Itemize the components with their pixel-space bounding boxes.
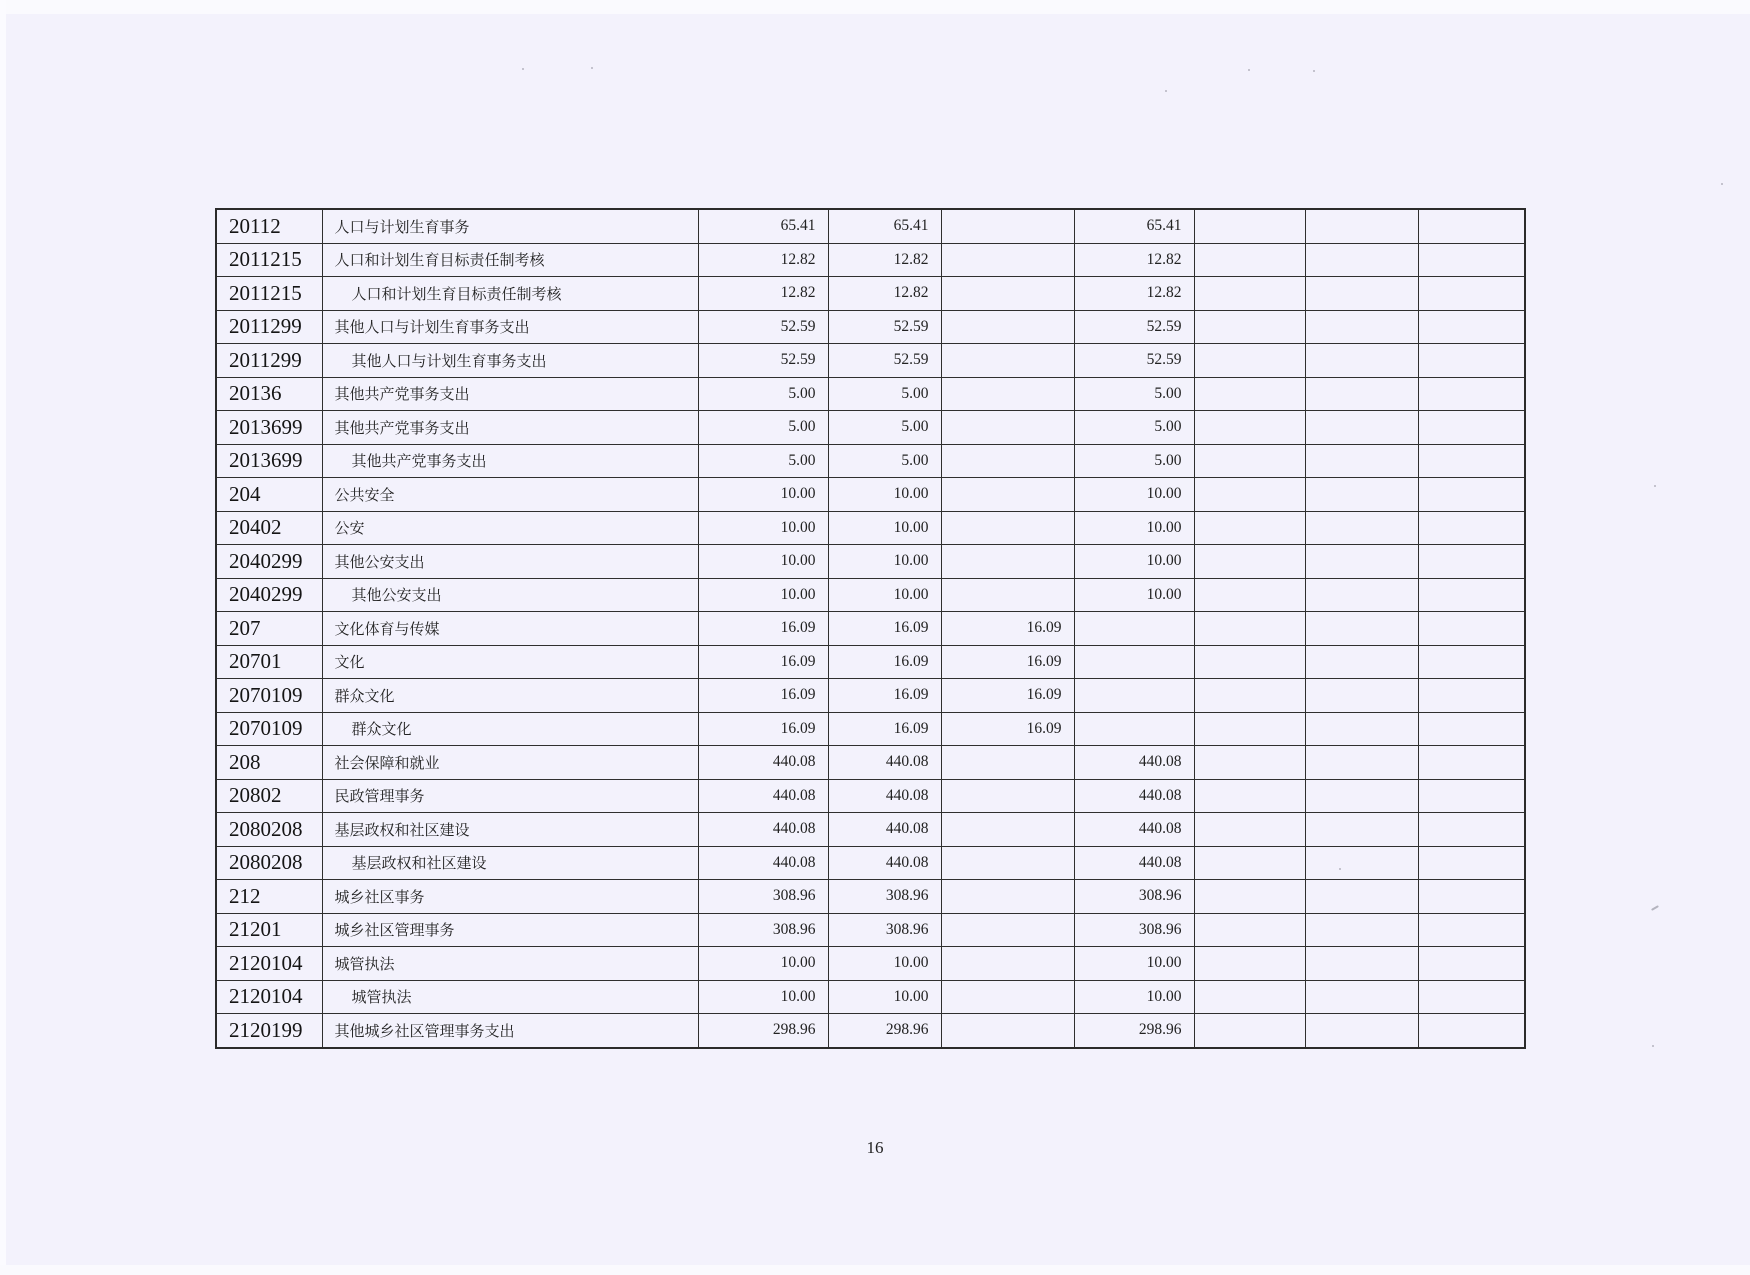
amount-cell — [1305, 980, 1418, 1014]
amount-cell — [1194, 277, 1305, 311]
amount-cell — [1305, 310, 1418, 344]
amount-cell — [1194, 712, 1305, 746]
item-name-cell: 其他公安支出 — [322, 545, 698, 579]
amount-cell — [1194, 947, 1305, 981]
amount-cell — [1305, 712, 1418, 746]
amount-cell: 16.09 — [698, 679, 828, 713]
amount-cell: 440.08 — [828, 846, 941, 880]
item-name-cell: 社会保障和就业 — [322, 746, 698, 780]
amount-cell — [941, 813, 1074, 847]
amount-cell — [1194, 377, 1305, 411]
amount-cell — [1305, 880, 1418, 914]
amount-cell — [1418, 645, 1525, 679]
amount-cell — [941, 411, 1074, 445]
amount-cell — [941, 209, 1074, 243]
item-name-cell: 文化 — [322, 645, 698, 679]
table-row — [216, 377, 1525, 411]
amount-cell — [1305, 813, 1418, 847]
amount-cell: 10.00 — [698, 511, 828, 545]
code-cell: 212 — [216, 880, 322, 914]
amount-cell: 308.96 — [828, 913, 941, 947]
amount-cell — [941, 243, 1074, 277]
scan-speck — [1165, 90, 1167, 92]
amount-cell — [1305, 411, 1418, 445]
item-name-cell: 基层政权和社区建设 — [322, 813, 698, 847]
amount-cell: 440.08 — [828, 813, 941, 847]
amount-cell — [1418, 612, 1525, 646]
table-row — [216, 679, 1525, 713]
amount-cell — [1074, 712, 1194, 746]
amount-cell: 52.59 — [698, 310, 828, 344]
item-name-cell: 其他共产党事务支出 — [322, 377, 698, 411]
amount-cell — [1418, 411, 1525, 445]
amount-cell — [941, 779, 1074, 813]
table-row — [216, 444, 1525, 478]
amount-cell — [1305, 545, 1418, 579]
amount-cell: 5.00 — [1074, 444, 1194, 478]
amount-cell — [1418, 712, 1525, 746]
amount-cell: 12.82 — [828, 277, 941, 311]
amount-cell: 10.00 — [698, 947, 828, 981]
amount-cell: 5.00 — [828, 411, 941, 445]
amount-cell — [1305, 679, 1418, 713]
amount-cell — [1074, 612, 1194, 646]
amount-cell: 308.96 — [828, 880, 941, 914]
item-name-cell: 城管执法 — [322, 980, 698, 1014]
amount-cell — [1418, 344, 1525, 378]
scan-speck — [591, 67, 593, 69]
table-row — [216, 813, 1525, 847]
table-row — [216, 746, 1525, 780]
table-row — [216, 712, 1525, 746]
amount-cell — [1305, 947, 1418, 981]
scan-speck — [1721, 183, 1723, 185]
code-cell: 20701 — [216, 645, 322, 679]
amount-cell — [1418, 813, 1525, 847]
amount-cell: 440.08 — [828, 779, 941, 813]
amount-cell: 52.59 — [828, 344, 941, 378]
item-name-cell: 其他共产党事务支出 — [322, 444, 698, 478]
amount-cell: 308.96 — [1074, 913, 1194, 947]
amount-cell — [1194, 444, 1305, 478]
amount-cell — [1418, 545, 1525, 579]
amount-cell: 10.00 — [828, 478, 941, 512]
amount-cell: 440.08 — [1074, 813, 1194, 847]
amount-cell: 10.00 — [828, 980, 941, 1014]
table-row — [216, 645, 1525, 679]
item-name-cell: 公安 — [322, 511, 698, 545]
amount-cell — [1194, 779, 1305, 813]
amount-cell — [1305, 846, 1418, 880]
table-row — [216, 612, 1525, 646]
amount-cell — [1305, 578, 1418, 612]
item-name-cell: 群众文化 — [322, 712, 698, 746]
amount-cell — [1305, 377, 1418, 411]
amount-cell — [1305, 344, 1418, 378]
scan-speck — [1313, 70, 1315, 72]
page-edge — [0, 0, 6, 1275]
table-row — [216, 578, 1525, 612]
amount-cell — [1418, 511, 1525, 545]
table-row — [216, 478, 1525, 512]
item-name-cell: 人口和计划生育目标责任制考核 — [322, 277, 698, 311]
item-name-cell: 基层政权和社区建设 — [322, 846, 698, 880]
amount-cell — [1418, 277, 1525, 311]
amount-cell — [1305, 645, 1418, 679]
code-cell: 2080208 — [216, 813, 322, 847]
amount-cell: 5.00 — [698, 411, 828, 445]
amount-cell — [1418, 980, 1525, 1014]
amount-cell: 5.00 — [1074, 411, 1194, 445]
page-number: 16 — [866, 1138, 884, 1157]
code-cell: 2120104 — [216, 980, 322, 1014]
code-cell: 207 — [216, 612, 322, 646]
amount-cell — [1418, 209, 1525, 243]
amount-cell: 10.00 — [1074, 980, 1194, 1014]
amount-cell — [1305, 478, 1418, 512]
amount-cell — [1418, 846, 1525, 880]
item-name-cell: 其他人口与计划生育事务支出 — [322, 310, 698, 344]
code-cell: 20802 — [216, 779, 322, 813]
amount-cell — [1194, 545, 1305, 579]
amount-cell — [1194, 411, 1305, 445]
amount-cell: 10.00 — [828, 545, 941, 579]
table-row — [216, 880, 1525, 914]
code-cell: 2011299 — [216, 344, 322, 378]
amount-cell — [1194, 511, 1305, 545]
page-edge — [0, 0, 1750, 14]
amount-cell — [1305, 612, 1418, 646]
code-cell: 2070109 — [216, 679, 322, 713]
amount-cell — [1194, 209, 1305, 243]
amount-cell — [1418, 880, 1525, 914]
amount-cell: 5.00 — [698, 377, 828, 411]
item-name-cell: 人口与计划生育事务 — [322, 209, 698, 243]
amount-cell: 52.59 — [698, 344, 828, 378]
amount-cell: 440.08 — [698, 779, 828, 813]
amount-cell — [1418, 1014, 1525, 1048]
amount-cell — [1194, 645, 1305, 679]
amount-cell — [1418, 478, 1525, 512]
table-body — [216, 209, 1525, 1048]
amount-cell — [1194, 310, 1305, 344]
amount-cell — [1305, 779, 1418, 813]
amount-cell: 52.59 — [1074, 344, 1194, 378]
amount-cell: 12.82 — [1074, 243, 1194, 277]
amount-cell: 16.09 — [698, 612, 828, 646]
amount-cell: 16.09 — [941, 612, 1074, 646]
table-row — [216, 310, 1525, 344]
amount-cell — [941, 545, 1074, 579]
amount-cell — [941, 1014, 1074, 1048]
item-name-cell: 民政管理事务 — [322, 779, 698, 813]
item-name-cell: 群众文化 — [322, 679, 698, 713]
code-cell: 208 — [216, 746, 322, 780]
amount-cell: 16.09 — [828, 645, 941, 679]
amount-cell — [1194, 880, 1305, 914]
amount-cell — [1305, 511, 1418, 545]
code-cell: 20402 — [216, 511, 322, 545]
amount-cell: 440.08 — [828, 746, 941, 780]
amount-cell — [1194, 679, 1305, 713]
amount-cell — [941, 846, 1074, 880]
amount-cell — [941, 880, 1074, 914]
amount-cell — [941, 578, 1074, 612]
table-row — [216, 411, 1525, 445]
code-cell: 204 — [216, 478, 322, 512]
amount-cell: 10.00 — [698, 478, 828, 512]
amount-cell — [1418, 779, 1525, 813]
code-cell: 2013699 — [216, 444, 322, 478]
code-cell: 20112 — [216, 209, 322, 243]
amount-cell: 10.00 — [698, 578, 828, 612]
amount-cell: 16.09 — [828, 712, 941, 746]
code-cell: 21201 — [216, 913, 322, 947]
amount-cell: 16.09 — [941, 679, 1074, 713]
amount-cell: 440.08 — [698, 813, 828, 847]
scan-speck — [1652, 1045, 1654, 1047]
amount-cell — [1418, 243, 1525, 277]
amount-cell — [1305, 746, 1418, 780]
scan-speck — [1654, 485, 1656, 487]
code-cell: 2011299 — [216, 310, 322, 344]
code-cell: 2120104 — [216, 947, 322, 981]
item-name-cell: 城乡社区管理事务 — [322, 913, 698, 947]
item-name-cell: 其他城乡社区管理事务支出 — [322, 1014, 698, 1048]
amount-cell: 10.00 — [1074, 578, 1194, 612]
table-row — [216, 545, 1525, 579]
amount-cell: 308.96 — [698, 880, 828, 914]
table-row — [216, 779, 1525, 813]
amount-cell — [1418, 679, 1525, 713]
amount-cell: 10.00 — [698, 980, 828, 1014]
amount-cell — [1305, 243, 1418, 277]
table-row — [216, 277, 1525, 311]
amount-cell — [1305, 913, 1418, 947]
code-cell: 2013699 — [216, 411, 322, 445]
table-row — [216, 209, 1525, 243]
amount-cell: 440.08 — [698, 846, 828, 880]
code-cell: 2070109 — [216, 712, 322, 746]
amount-cell — [1305, 1014, 1418, 1048]
table-row — [216, 511, 1525, 545]
amount-cell: 298.96 — [828, 1014, 941, 1048]
amount-cell — [1074, 645, 1194, 679]
scan-speck — [1651, 905, 1659, 911]
item-name-cell: 其他公安支出 — [322, 578, 698, 612]
amount-cell: 16.09 — [828, 612, 941, 646]
amount-cell: 10.00 — [828, 947, 941, 981]
amount-cell: 16.09 — [698, 645, 828, 679]
amount-cell — [1305, 444, 1418, 478]
code-cell: 20136 — [216, 377, 322, 411]
amount-cell — [941, 511, 1074, 545]
amount-cell — [1418, 578, 1525, 612]
amount-cell — [941, 344, 1074, 378]
amount-cell: 10.00 — [1074, 511, 1194, 545]
amount-cell — [1194, 243, 1305, 277]
amount-cell — [1074, 679, 1194, 713]
amount-cell: 5.00 — [828, 444, 941, 478]
code-cell: 2120199 — [216, 1014, 322, 1048]
amount-cell — [1194, 478, 1305, 512]
item-name-cell: 其他人口与计划生育事务支出 — [322, 344, 698, 378]
amount-cell — [1194, 578, 1305, 612]
amount-cell — [1194, 980, 1305, 1014]
amount-cell — [1305, 277, 1418, 311]
amount-cell: 16.09 — [828, 679, 941, 713]
item-name-cell: 城乡社区事务 — [322, 880, 698, 914]
amount-cell — [941, 746, 1074, 780]
amount-cell — [941, 277, 1074, 311]
amount-cell: 298.96 — [698, 1014, 828, 1048]
amount-cell: 5.00 — [828, 377, 941, 411]
item-name-cell: 人口和计划生育目标责任制考核 — [322, 243, 698, 277]
amount-cell: 12.82 — [1074, 277, 1194, 311]
amount-cell — [1418, 444, 1525, 478]
amount-cell: 16.09 — [698, 712, 828, 746]
item-name-cell: 公共安全 — [322, 478, 698, 512]
amount-cell — [941, 913, 1074, 947]
amount-cell — [941, 377, 1074, 411]
amount-cell: 440.08 — [1074, 746, 1194, 780]
amount-cell — [941, 947, 1074, 981]
code-cell: 2040299 — [216, 545, 322, 579]
scan-speck — [522, 68, 524, 70]
budget-table — [215, 208, 1526, 1049]
amount-cell: 16.09 — [941, 645, 1074, 679]
amount-cell — [1194, 612, 1305, 646]
table-row — [216, 1014, 1525, 1048]
code-cell: 2080208 — [216, 846, 322, 880]
amount-cell — [941, 980, 1074, 1014]
page-edge — [0, 1265, 1750, 1275]
amount-cell: 65.41 — [828, 209, 941, 243]
amount-cell — [1305, 209, 1418, 243]
table-row — [216, 980, 1525, 1014]
amount-cell — [1194, 813, 1305, 847]
item-name-cell: 城管执法 — [322, 947, 698, 981]
amount-cell: 440.08 — [1074, 779, 1194, 813]
amount-cell: 65.41 — [698, 209, 828, 243]
amount-cell: 16.09 — [941, 712, 1074, 746]
amount-cell: 298.96 — [1074, 1014, 1194, 1048]
amount-cell — [1194, 1014, 1305, 1048]
amount-cell: 12.82 — [698, 243, 828, 277]
amount-cell: 10.00 — [1074, 545, 1194, 579]
table-row — [216, 846, 1525, 880]
amount-cell: 10.00 — [698, 545, 828, 579]
amount-cell — [1418, 746, 1525, 780]
code-cell: 2011215 — [216, 243, 322, 277]
amount-cell: 52.59 — [828, 310, 941, 344]
amount-cell — [1194, 913, 1305, 947]
amount-cell — [941, 478, 1074, 512]
amount-cell: 5.00 — [698, 444, 828, 478]
item-name-cell: 其他共产党事务支出 — [322, 411, 698, 445]
amount-cell — [1194, 746, 1305, 780]
amount-cell — [1418, 377, 1525, 411]
amount-cell: 308.96 — [698, 913, 828, 947]
amount-cell: 10.00 — [828, 578, 941, 612]
amount-cell — [941, 310, 1074, 344]
amount-cell: 52.59 — [1074, 310, 1194, 344]
amount-cell: 440.08 — [698, 746, 828, 780]
amount-cell: 10.00 — [1074, 478, 1194, 512]
amount-cell: 10.00 — [1074, 947, 1194, 981]
amount-cell: 10.00 — [828, 511, 941, 545]
item-name-cell: 文化体育与传媒 — [322, 612, 698, 646]
amount-cell: 308.96 — [1074, 880, 1194, 914]
amount-cell — [1418, 947, 1525, 981]
amount-cell: 440.08 — [1074, 846, 1194, 880]
amount-cell — [1194, 344, 1305, 378]
amount-cell — [1418, 913, 1525, 947]
amount-cell: 5.00 — [1074, 377, 1194, 411]
table-row — [216, 913, 1525, 947]
amount-cell: 65.41 — [1074, 209, 1194, 243]
amount-cell — [1194, 846, 1305, 880]
code-cell: 2011215 — [216, 277, 322, 311]
code-cell: 2040299 — [216, 578, 322, 612]
table-row — [216, 243, 1525, 277]
table-row — [216, 947, 1525, 981]
table-row — [216, 344, 1525, 378]
amount-cell — [941, 444, 1074, 478]
scan-speck — [1248, 69, 1250, 71]
amount-cell: 12.82 — [828, 243, 941, 277]
amount-cell — [1418, 310, 1525, 344]
amount-cell: 12.82 — [698, 277, 828, 311]
